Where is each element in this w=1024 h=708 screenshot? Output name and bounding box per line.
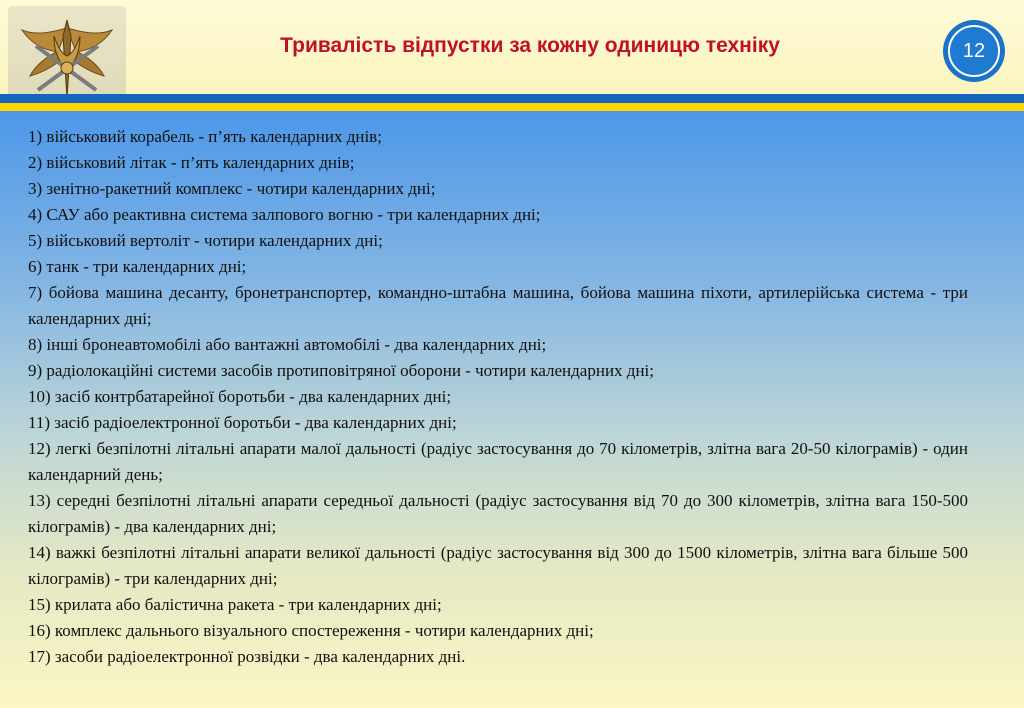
list-item: 5) військовий вертоліт - чотири календарних дні; [28, 231, 383, 250]
page-number: 12 [948, 25, 1000, 77]
list-item: 3) зенітно-ракетний комплекс - чотири календарних дні; [28, 179, 436, 198]
list-item: 16) комплекс дальнього візуального спостереження - чотири календарних дні; [28, 621, 594, 640]
list-item: 15) крилата або балістична ракета - три календарних дні; [28, 595, 442, 614]
list-item: 17) засоби радіоелектронної розвідки - два календарних дні. [28, 647, 466, 666]
list-item: 7) бойова машина десанту, бронетранспортер, командно-штабна машина, бойова машина піхоти, артилерійська система - три календарних дні; [28, 283, 968, 328]
list-item: 11) засіб радіоелектронної боротьби - два календарних дні; [28, 413, 457, 432]
list-item: 13) середні безпілотні літальні апарати середньої дальності (радіус застосування від 70 до 300 кілометрів, злітна вага 150-500 кілограмів) - два календарних дні; [28, 491, 968, 536]
duration-list [28, 124, 968, 670]
list-item: 4) САУ або реактивна система залпового вогню - три календарних дні; [28, 205, 541, 224]
slide-title: Тривалість відпустки за кожну одиницю техніку [280, 34, 780, 57]
flag-stripe-yellow [0, 103, 1024, 111]
list-item: 10) засіб контрбатарейної боротьби - два календарних дні; [28, 387, 452, 406]
slide-body [0, 111, 1024, 708]
list-item: 8) інші бронеавтомобілі або вантажні автомобілі - два календарних дні; [28, 335, 547, 354]
page-number-badge [943, 20, 1005, 82]
slide-header [0, 0, 1024, 94]
list-item: 14) важкі безпілотні літальні апарати великої дальності (радіус застосування від 300 до 1500 кілометрів, злітна вага більше 500 кілограмів) - три календарних дні; [28, 543, 968, 588]
list-item: 12) легкі безпілотні літальні апарати малої дальності (радіус застосування до 70 кілометрів, злітна вага 20-50 кілограмів) - один календарний день; [28, 439, 968, 484]
list-item: 6) танк - три календарних дні; [28, 257, 247, 276]
list-item: 2) військовий літак - п’ять календарних днів; [28, 153, 355, 172]
list-item: 1) військовий корабель - п’ять календарних днів; [28, 127, 382, 146]
flag-stripe-blue [0, 94, 1024, 103]
list-item: 9) радіолокаційні системи засобів протиповітряної оборони - чотири календарних дні; [28, 361, 654, 380]
